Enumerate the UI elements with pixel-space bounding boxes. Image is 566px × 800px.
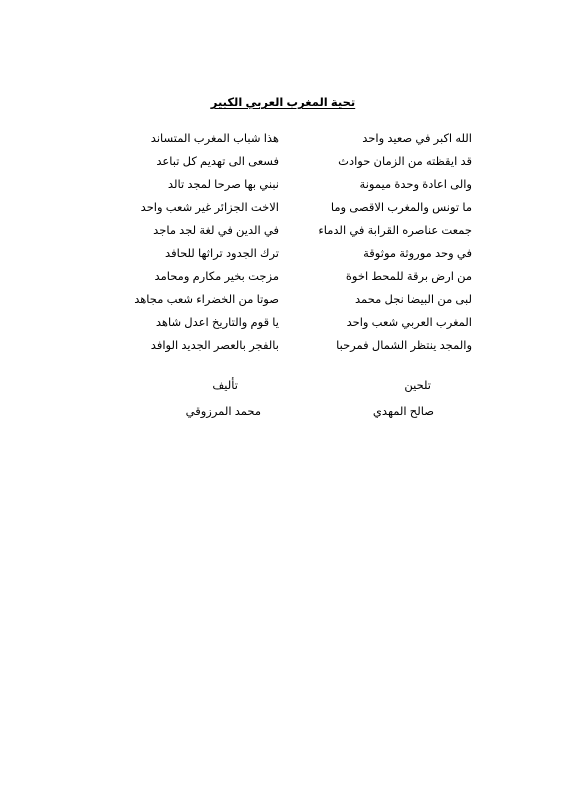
poem-title: تحية المغرب العربي الكبير (210, 97, 356, 109)
verse-second-hemistich: يا قوم والتاريخ اعدل شاهد (155, 317, 279, 329)
verse-line (0, 220, 566, 242)
verse-line (0, 243, 566, 265)
verse-first-hemistich: لبى من البيضا نجل محمد (355, 294, 472, 306)
verse-second-hemistich: مزجت بخير مكارم ومحامد (154, 271, 279, 283)
verse-first-hemistich: من ارض برقة للمحط اخوة (345, 271, 472, 283)
verse-line (0, 266, 566, 288)
verse-line (0, 151, 566, 173)
credits (0, 378, 566, 428)
verse-second-hemistich: بالفجر بالعصر الجديد الوافد (150, 340, 279, 352)
verse-first-hemistich: المغرب العربي شعب واحد (346, 317, 472, 329)
verse-first-hemistich: والمجد ينتظر الشمال فمرحبا (336, 340, 472, 352)
verse-line (0, 174, 566, 196)
verse-line (0, 128, 566, 150)
verse-second-hemistich: فسعى الى تهديم كل تباعد (156, 156, 279, 168)
verse-second-hemistich: صوتا من الخضراء شعب مجاهد (134, 294, 279, 306)
verse-second-hemistich: الاخت الجزائر غير شعب واحد (140, 202, 279, 214)
verse-second-hemistich: في الدين في لغة لجد ماجد (153, 225, 279, 237)
verse-second-hemistich: ترك الجدود تراثها للحافد (165, 248, 279, 260)
verse-second-hemistich: نبني بها صرحا لمجد تالد (167, 179, 279, 191)
verse-first-hemistich: والى اعادة وحدة ميمونة (359, 179, 472, 191)
verse-first-hemistich: الله اكبر في صعيد واحد (362, 133, 472, 145)
verse-first-hemistich: في وحد موروثة موثوقة (363, 248, 472, 260)
verse-first-hemistich: ما تونس والمغرب الاقصى وما (330, 202, 472, 214)
composer-name: صالح المهدي (372, 406, 434, 418)
verse-first-hemistich: قد ايقظته من الزمان حوادث (338, 156, 472, 168)
verse-first-hemistich: جمعت عناصره القرابة في الدماء (318, 225, 472, 237)
verse-line (0, 312, 566, 334)
verse-line (0, 289, 566, 311)
poem-body (0, 128, 566, 358)
verse-line (0, 197, 566, 219)
author-label: تأليف (212, 380, 238, 392)
verse-line (0, 335, 566, 357)
verse-second-hemistich: هذا شباب المغرب المتساند (150, 133, 279, 145)
composer-label: تلحين (404, 380, 431, 392)
author-name: محمد المرزوقي (185, 406, 261, 418)
